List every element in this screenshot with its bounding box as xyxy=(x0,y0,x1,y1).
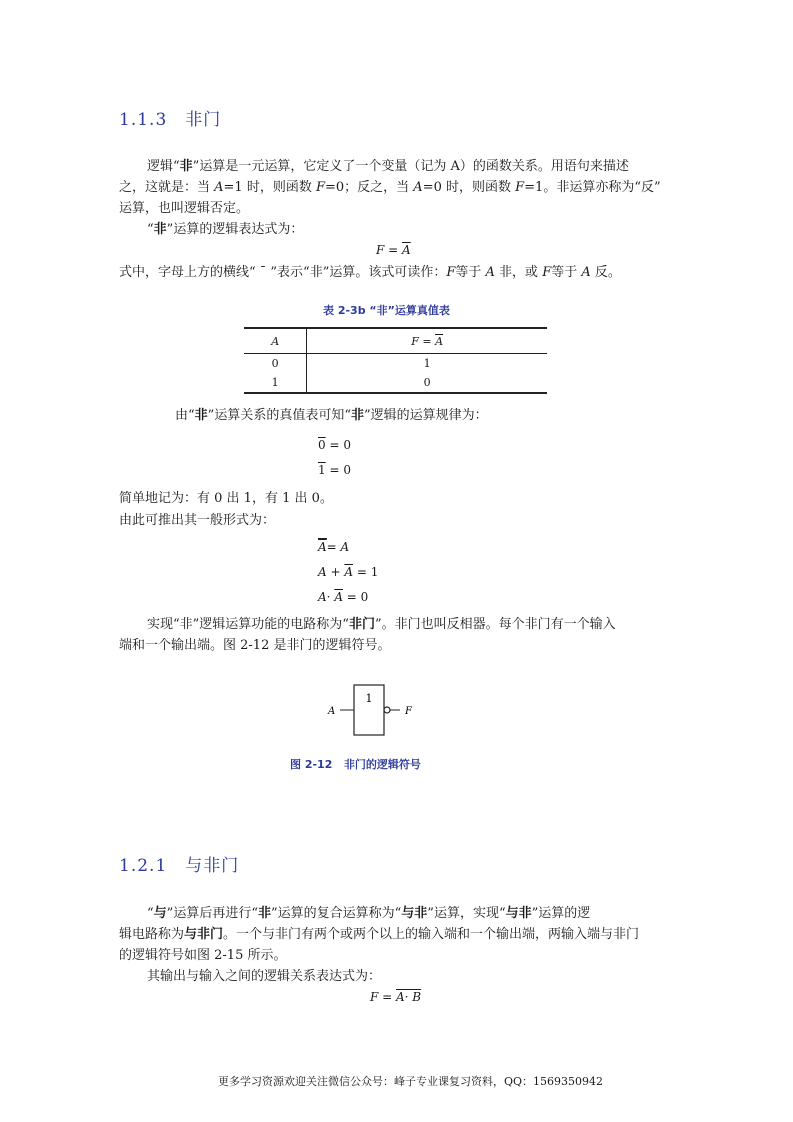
italic-variable: F xyxy=(515,180,525,195)
gen-result: = 1 xyxy=(353,565,379,579)
section-number: 1.2.1 xyxy=(119,856,168,876)
paragraph-line xyxy=(147,219,303,240)
text-run: 非，或 xyxy=(494,265,543,280)
rule-value: 1 xyxy=(318,463,326,477)
paragraph-line xyxy=(175,405,488,426)
text-run: ”运算的复合运算称为“ xyxy=(270,906,402,921)
paragraph-line xyxy=(119,177,661,198)
text-run: ”运算的逻 xyxy=(531,906,591,921)
italic-variable: A xyxy=(214,180,224,195)
text-run: 实现“非”逻辑运算功能的电路称为“ xyxy=(147,617,349,632)
text-run: ”。非门也叫反相器。每个非门有一个输入 xyxy=(374,617,616,632)
section-number: 1.1.3 xyxy=(119,110,168,130)
section-heading-1-2-1 xyxy=(119,851,239,876)
section-title: 非门 xyxy=(185,110,222,130)
text-run: =1 时，则函数 xyxy=(223,180,316,195)
table-row xyxy=(244,354,547,374)
gen-result: A xyxy=(340,540,350,554)
rule-result: = 0 xyxy=(325,438,351,452)
bold-term: 非 xyxy=(350,408,364,423)
expr-rhs: $\overline{A}$ xyxy=(402,243,411,257)
text-run: “ xyxy=(147,906,154,921)
section-title: 与非门 xyxy=(185,856,240,876)
gen-var: A xyxy=(318,565,327,579)
text-run: =1。非运算亦称为“反” xyxy=(524,180,661,195)
bold-term: 与非 xyxy=(505,906,532,921)
not-gate-symbol xyxy=(320,682,420,738)
text-run: ”逻辑的运算规律为： xyxy=(363,408,488,423)
table-row xyxy=(244,373,547,393)
gen-op: · xyxy=(326,590,335,604)
bold-term: 非门 xyxy=(348,617,375,632)
gen-var-not: $\overline{A}$ xyxy=(334,590,343,604)
text-run: “ xyxy=(147,222,154,237)
paragraph-line: 其输出与输入之间的逻辑关系表达式为： xyxy=(147,969,382,984)
text-run: =0 时，则函数 xyxy=(422,180,516,195)
gate-label: 1 xyxy=(365,692,373,705)
expr-eq: = xyxy=(378,990,397,1004)
bold-term: 非 xyxy=(194,408,208,423)
gen-var: A xyxy=(318,590,327,604)
text-run: ”运算关系的真值表可知“ xyxy=(207,408,351,423)
paragraph-line: 由此可推出其一般形式为： xyxy=(119,513,276,528)
text-run: 等于 xyxy=(551,265,582,280)
expr-lhs: F xyxy=(376,243,385,257)
paragraph-line xyxy=(147,614,616,635)
bold-term: 与非 xyxy=(401,906,428,921)
section-heading-1-1-3 xyxy=(119,105,221,130)
italic-variable: A xyxy=(581,265,591,280)
table-caption: 表 2-3b “非”运算真值表 xyxy=(323,304,450,317)
not-expression xyxy=(376,243,411,257)
italic-variable: F xyxy=(315,180,325,195)
bold-term: 非 xyxy=(257,906,271,921)
figure-caption: 图 2-12 非门的逻辑符号 xyxy=(290,758,421,771)
text-run: ”运算，实现“ xyxy=(427,906,506,921)
text-run: 。一个与非门有两个或两个以上的输入端和一个输出端，两输入端与非门 xyxy=(223,927,640,942)
text-run: 由“ xyxy=(175,408,195,423)
inversion-bubble xyxy=(384,707,390,713)
paragraph-line: 简单地记为：有 0 出 1，有 1 出 0。 xyxy=(119,491,333,506)
footer-text: 更多学习资源欢迎关注微信公众号：峰子专业课复习资料，QQ：1569350942 xyxy=(218,1075,604,1088)
paragraph-line xyxy=(119,262,621,283)
complement-or xyxy=(318,565,378,579)
table-cell: 1 xyxy=(423,357,431,370)
complement-and xyxy=(318,590,368,604)
bold-term: 与非门 xyxy=(184,927,224,942)
text-run: 之，这就是：当 xyxy=(119,180,215,195)
rule-not-zero xyxy=(318,438,351,452)
paragraph-line: 的逻辑符号如图 2-15 所示。 xyxy=(119,948,287,963)
rule-result: = 0 xyxy=(325,463,351,477)
paragraph-line xyxy=(119,924,639,945)
truth-table xyxy=(244,327,547,394)
gen-eq: = xyxy=(326,540,341,554)
table-header-row xyxy=(244,328,547,354)
text-run: 逻辑“ xyxy=(147,159,180,174)
gate-input-label: A xyxy=(328,706,336,717)
gen-op: + xyxy=(326,565,345,579)
expr-lhs: F xyxy=(370,990,379,1004)
expr-eq: = xyxy=(384,243,403,257)
table-cell: 0 xyxy=(244,354,307,374)
rule-value: 0 xyxy=(318,438,326,452)
rule-not-one xyxy=(318,463,351,477)
bold-term: 非 xyxy=(153,222,167,237)
text-run: ”运算后再进行“ xyxy=(166,906,258,921)
gate-output-label: F xyxy=(405,706,412,717)
paragraph-line xyxy=(147,903,590,924)
text-run: ”运算的逻辑表达式为： xyxy=(166,222,304,237)
bold-term: 非 xyxy=(179,159,193,174)
italic-variable: F xyxy=(542,265,552,280)
double-negation xyxy=(318,540,349,554)
paragraph-line: 运算，也叫逻辑否定。 xyxy=(119,201,250,216)
gen-var-not: $\overline{A}$ xyxy=(344,565,354,579)
text-run: 等于 xyxy=(455,265,486,280)
expr-rhs: A· B xyxy=(396,990,422,1004)
text-run: 反。 xyxy=(590,265,621,280)
gen-result: = 0 xyxy=(342,590,369,604)
italic-variable: F xyxy=(446,265,456,280)
table-header-a: A xyxy=(244,328,307,354)
italic-variable: A xyxy=(413,180,423,195)
bold-term: 与 xyxy=(153,906,167,921)
text-run: 式中，字母上方的横线“ ¯ ”表示“非”运算。该式可读作： xyxy=(119,265,447,280)
gen-var: $\overline{A}$ xyxy=(318,540,327,554)
nand-expression xyxy=(370,990,421,1004)
table-cell: 1 xyxy=(244,373,307,393)
italic-variable: A xyxy=(485,265,495,280)
paragraph-line: 端和一个输出端。图 2-12 是非门的逻辑符号。 xyxy=(119,638,391,653)
text-run: 辑电路称为 xyxy=(119,927,185,942)
text-run: ”运算是一元运算，它定义了一个变量（记为 A）的函数关系。用语句来描述 xyxy=(192,159,629,174)
text-run: =0；反之，当 xyxy=(325,180,414,195)
paragraph-line xyxy=(147,156,629,177)
table-header-f: $F = \overline{A}$ xyxy=(307,328,547,354)
table-cell: 0 xyxy=(307,373,547,393)
